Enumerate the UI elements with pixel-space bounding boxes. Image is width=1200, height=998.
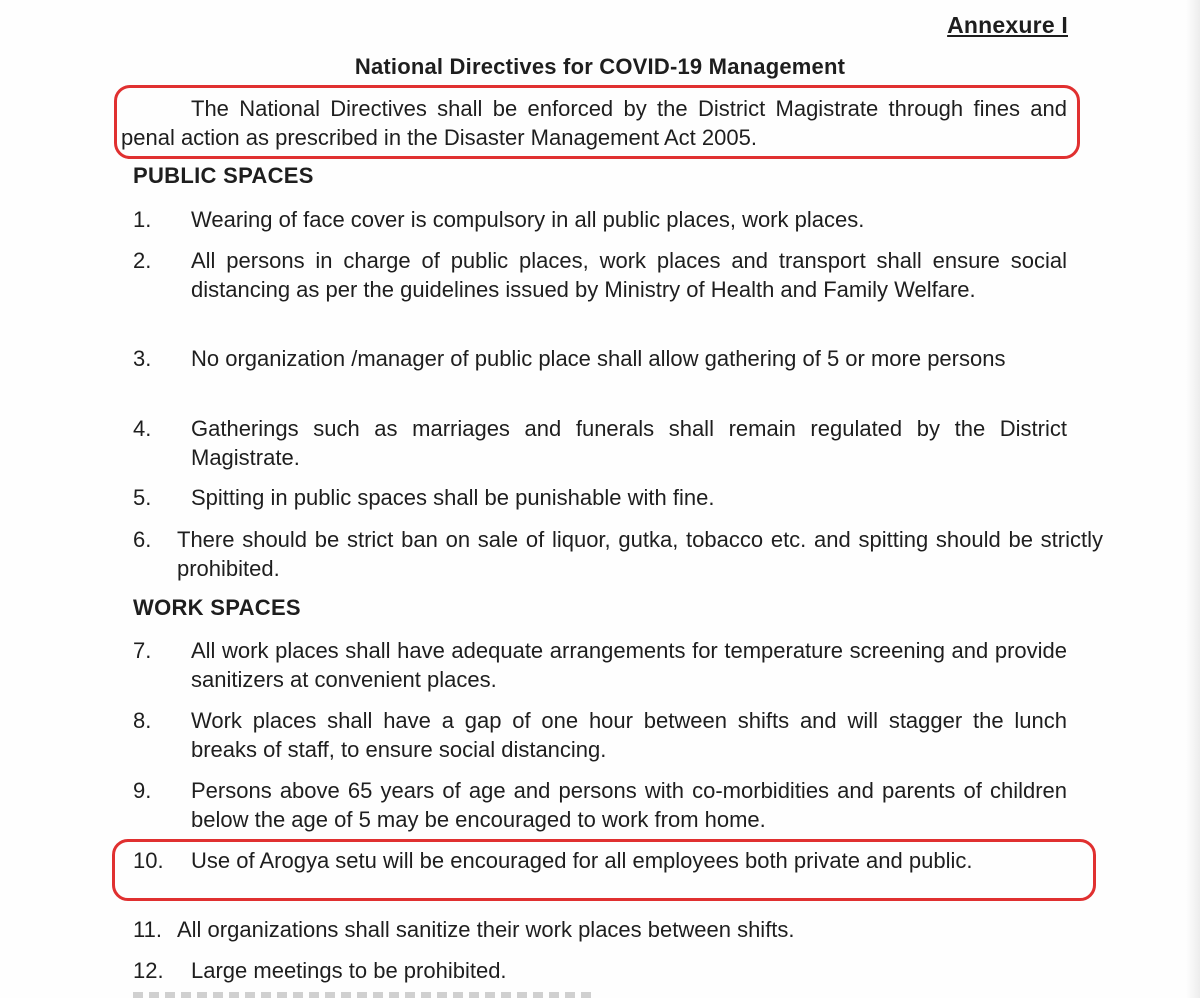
list-item — [133, 956, 1067, 985]
item-10-highlight-box — [112, 839, 1096, 901]
document-title: National Directives for COVID-19 Management — [354, 54, 846, 79]
page-edge-shadow — [1186, 0, 1200, 998]
item-number: 5. — [133, 485, 152, 510]
annexure-label: Annexure I — [947, 12, 1068, 38]
item-number: 1. — [133, 207, 152, 232]
list-item — [133, 525, 1103, 583]
item-number: 6. — [133, 527, 152, 552]
item-text: All persons in charge of public places, work places and transport shall ensure social distancing as per the guidelines issued by Ministry of Health and Family Welfare. — [191, 248, 1067, 302]
item-number: 3. — [133, 346, 152, 371]
cut-off-text-line — [133, 992, 593, 998]
list-item — [133, 246, 1067, 304]
public-spaces-heading: PUBLIC SPACES — [133, 163, 314, 188]
intro-highlight-box — [114, 85, 1080, 159]
list-item — [133, 205, 1067, 234]
item-text: All organizations shall sanitize their work places between shifts. — [177, 917, 795, 942]
item-text: All work places shall have adequate arrangements for temperature screening and provide sanitizers at convenient places. — [191, 638, 1067, 692]
item-number: 12. — [133, 958, 164, 983]
item-number: 11. — [133, 917, 162, 942]
work-spaces-heading: WORK SPACES — [133, 595, 301, 620]
list-item — [133, 636, 1067, 694]
list-item — [133, 915, 1067, 944]
item-number: 10. — [133, 848, 164, 873]
item-text: Persons above 65 years of age and persons with co-morbidities and parents of children below the age of 5 may be encouraged to work from home. — [191, 778, 1067, 832]
item-number: 8. — [133, 708, 152, 733]
list-item — [133, 414, 1067, 472]
item-number: 2. — [133, 248, 152, 273]
item-number: 9. — [133, 778, 152, 803]
item-text: No organization /manager of public place shall allow gathering of 5 or more persons — [191, 346, 1006, 371]
list-item — [133, 776, 1067, 834]
list-item — [133, 706, 1067, 764]
item-text: Spitting in public spaces shall be punishable with fine. — [191, 485, 715, 510]
item-text: Gatherings such as marriages and funerals shall remain regulated by the District Magistrate. — [191, 416, 1067, 470]
item-text: Work places shall have a gap of one hour between shifts and will stagger the lunch breaks of staff, to ensure social distancing. — [191, 708, 1067, 762]
item-text: Wearing of face cover is compulsory in all public places, work places. — [191, 207, 865, 232]
intro-paragraph: The National Directives shall be enforced by the District Magistrate through fines and penal action as prescribed in the Disaster Management Act 2005. — [121, 96, 1067, 150]
list-item — [133, 483, 1067, 512]
item-text: Use of Arogya setu will be encouraged for all employees both private and public. — [191, 848, 973, 873]
item-text: There should be strict ban on sale of liquor, gutka, tobacco etc. and spitting should be strictly prohibited. — [177, 527, 1103, 581]
list-item — [133, 344, 1067, 373]
item-text: Large meetings to be prohibited. — [191, 958, 507, 983]
item-number: 7. — [133, 638, 152, 663]
item-number: 4. — [133, 416, 152, 441]
